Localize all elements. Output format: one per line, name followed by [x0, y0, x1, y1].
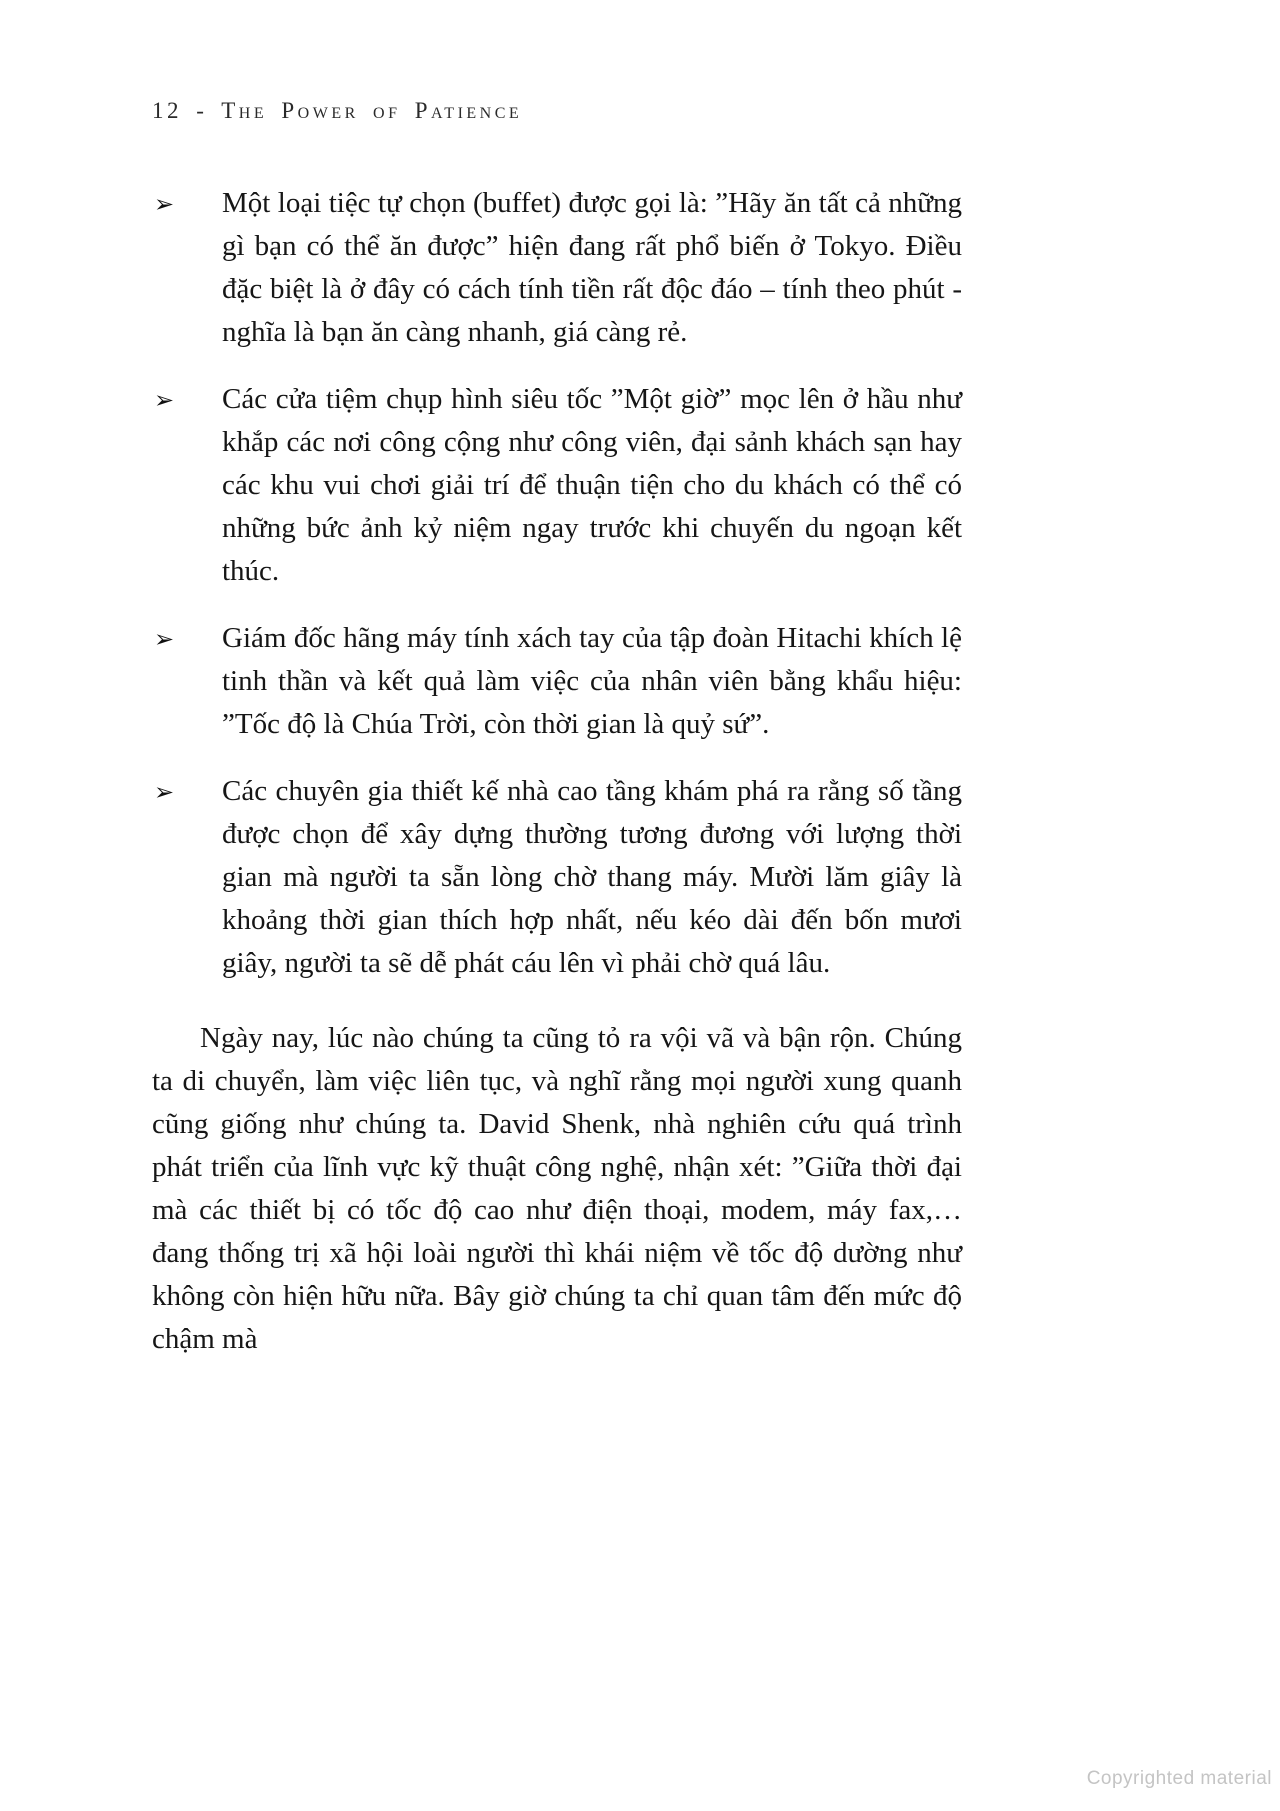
copyright-notice: Copyrighted material	[1086, 1768, 1272, 1789]
closing-paragraph: Ngày nay, lúc nào chúng ta cũng tỏ ra vội vã và bận rộn. Chúng ta di chuyển, làm việc liên tục, và nghĩ rằng mọi người xung quanh cũng giống như chúng ta. David Shenk, nhà nghiên cứu quá trình phát triển của lĩnh vực kỹ thuật công nghệ, nhận xét: ”Giữa thời đại mà các thiết bị có tốc độ cao như điện thoại, modem, máy fax,… đang thống trị xã hội loài người thì khái niệm về tốc độ dường như không còn hiện hữu nữa. Bây giờ chúng ta chỉ quan tâm đến mức độ chậm mà	[152, 1022, 962, 1355]
bullet-text: Giám đốc hãng máy tính xách tay của tập đoàn Hitachi khích lệ tinh thần và kết quả làm việc của nhân viên bằng khẩu hiệu: ”Tốc độ là Chúa Trời, còn thời gian là quỷ sứ”.	[222, 622, 962, 740]
page-header: 12 - The Power of Patience	[152, 98, 523, 123]
arrow-bullet-icon: ➢	[154, 778, 175, 806]
bullet-list	[152, 182, 962, 985]
list-item	[152, 182, 962, 354]
list-item	[152, 617, 962, 746]
list-item	[152, 378, 962, 593]
arrow-bullet-icon: ➢	[154, 625, 175, 653]
bullet-text: Các chuyên gia thiết kế nhà cao tầng khám phá ra rằng số tầng được chọn để xây dựng thường tương đương với lượng thời gian mà người ta sẵn lòng chờ thang máy. Mười lăm giây là khoảng thời gian thích hợp nhất, nếu kéo dài đến bốn mươi giây, người ta sẽ dễ phát cáu lên vì phải chờ quá lâu.	[222, 775, 962, 979]
list-item	[152, 770, 962, 985]
arrow-bullet-icon: ➢	[154, 190, 175, 218]
arrow-bullet-icon: ➢	[154, 386, 175, 414]
page-content	[152, 182, 962, 1390]
bullet-text: Các cửa tiệm chụp hình siêu tốc ”Một giờ” mọc lên ở hầu như khắp các nơi công cộng như công viên, đại sảnh khách sạn hay các khu vui chơi giải trí để thuận tiện cho du khách có thể có những bức ảnh kỷ niệm ngay trước khi chuyến du ngoạn kết thúc.	[222, 383, 962, 587]
bullet-text: Một loại tiệc tự chọn (buffet) được gọi là: ”Hãy ăn tất cả những gì bạn có thể ăn được” hiện đang rất phổ biến ở Tokyo. Điều đặc biệt là ở đây có cách tính tiền rất độc đáo – tính theo phút - nghĩa là bạn ăn càng nhanh, giá càng rẻ.	[222, 187, 962, 348]
